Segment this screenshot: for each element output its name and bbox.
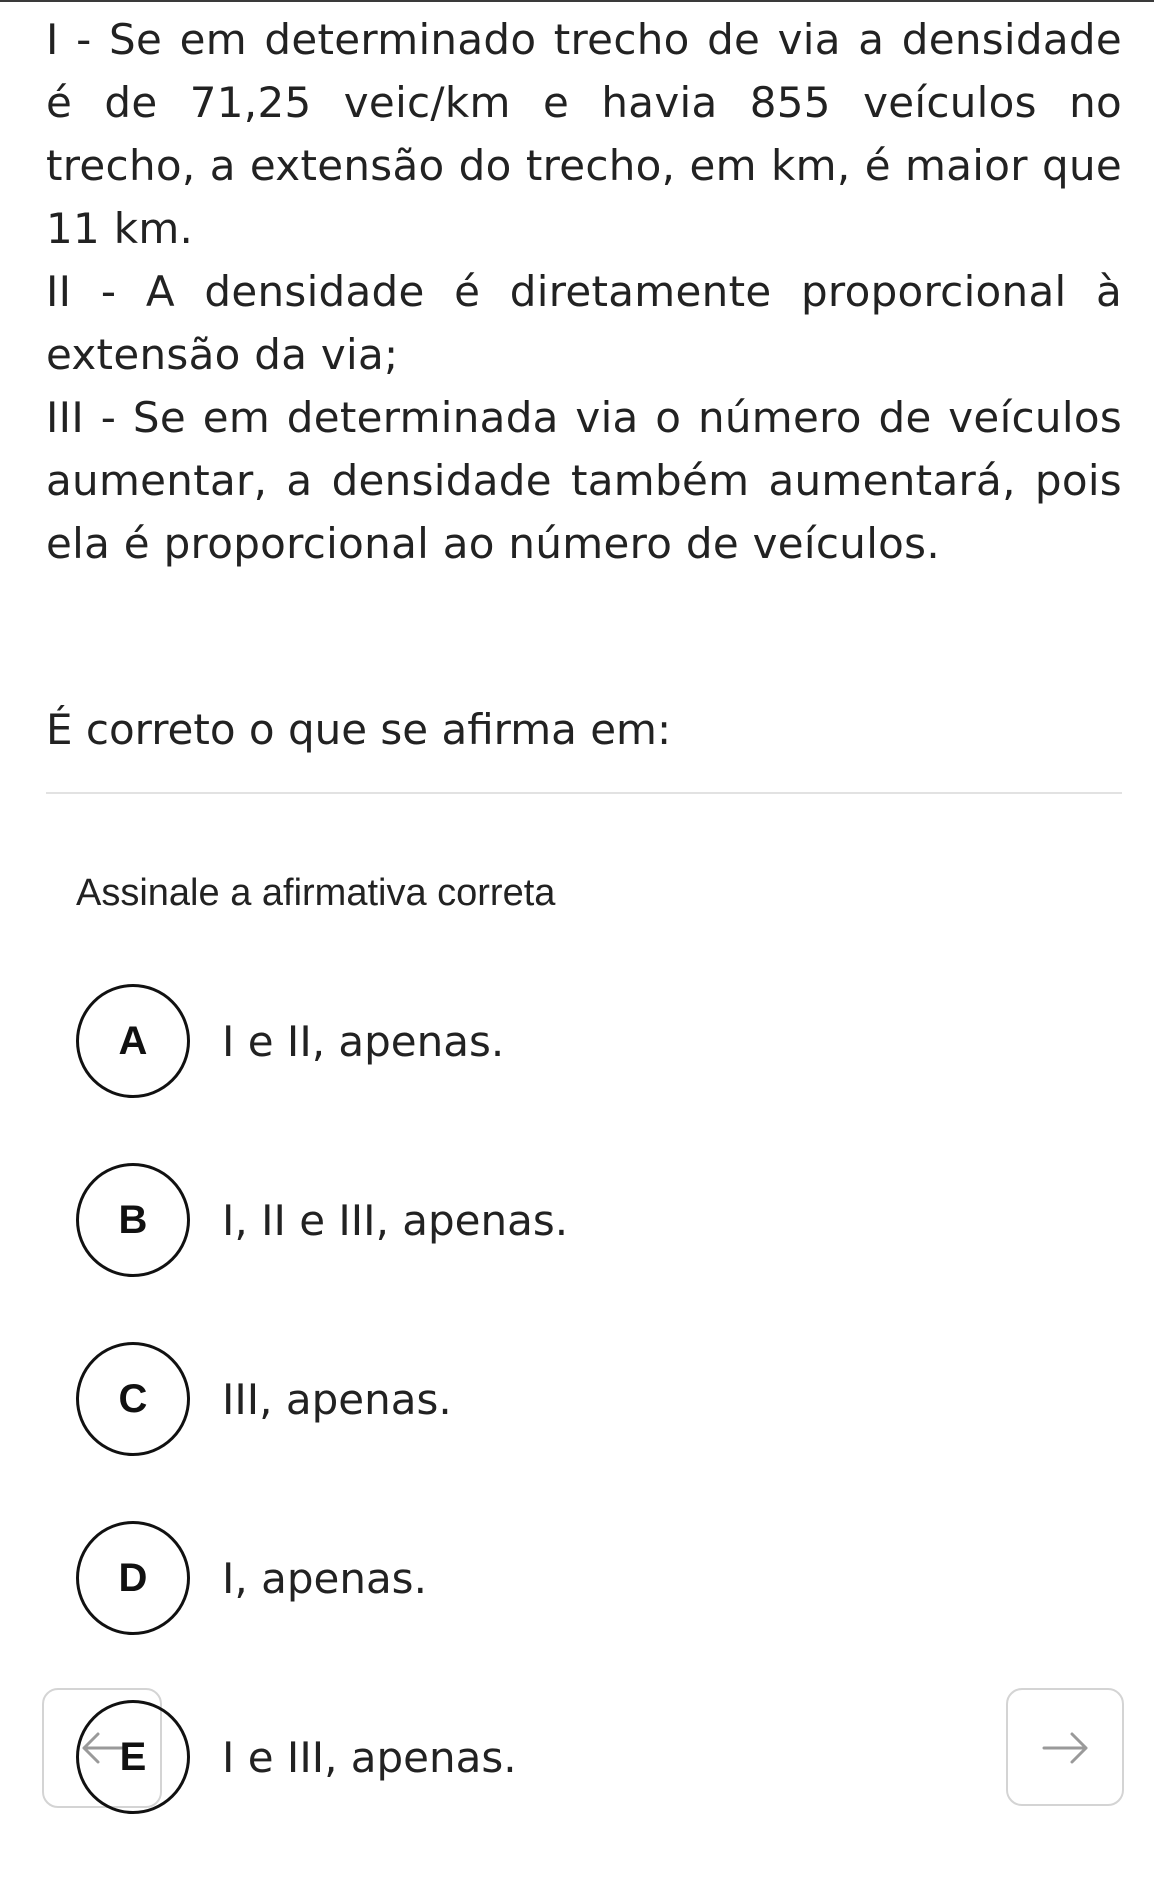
question-text: [46, 8, 1122, 575]
option-c-text[interactable]: III, apenas.: [222, 1374, 452, 1424]
option-a[interactable]: [76, 982, 1116, 1100]
option-d-text[interactable]: I, apenas.: [222, 1553, 427, 1603]
statement-2: II - A densidade é diretamente proporcional à extensão da via;: [46, 267, 1122, 379]
instruction-label: Assinale a afirmativa correta: [76, 872, 556, 914]
option-b-badge[interactable]: B: [76, 1163, 190, 1277]
answer-options: [76, 982, 1116, 1877]
statement-1: I - Se em determinado trecho de via a densidade é de 71,25 veic/km e havia 855 veículos no trecho, a extensão do trecho, em km, é maior que 11 km.: [46, 15, 1122, 253]
option-c[interactable]: [76, 1340, 1116, 1458]
option-a-badge[interactable]: A: [76, 984, 190, 1098]
statement-3: III - Se em determinada via o número de veículos aumentar, a densidade também aumentará, pois ela é proporcional ao número de veículos.: [46, 393, 1122, 568]
option-c-badge[interactable]: C: [76, 1342, 190, 1456]
option-b[interactable]: [76, 1161, 1116, 1279]
top-divider: [0, 0, 1154, 2]
section-divider: [46, 792, 1122, 794]
option-d[interactable]: [76, 1519, 1116, 1637]
option-e-badge[interactable]: E: [76, 1700, 190, 1814]
option-d-badge[interactable]: D: [76, 1521, 190, 1635]
option-a-text[interactable]: I e II, apenas.: [222, 1016, 505, 1066]
option-e-text[interactable]: I e III, apenas.: [222, 1732, 517, 1782]
option-e[interactable]: [76, 1698, 1116, 1816]
question-prompt: É correto o que se afirma em:: [46, 705, 672, 754]
option-b-text[interactable]: I, II e III, apenas.: [222, 1195, 569, 1245]
